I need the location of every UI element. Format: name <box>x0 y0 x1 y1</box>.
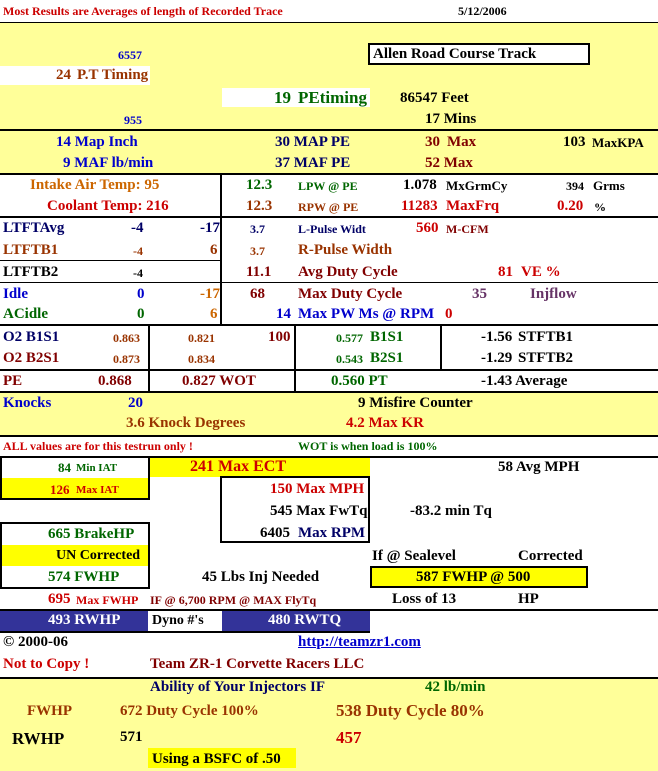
rule <box>0 435 658 437</box>
rwhp-inj-label: RWHP <box>12 729 65 748</box>
ltftavg-label: LTFTAvg <box>3 220 65 236</box>
pe-value: 0.868 <box>98 373 132 389</box>
rule <box>294 324 296 392</box>
rule <box>0 129 658 131</box>
max-fwtq: 545 Max FwTq <box>270 503 368 519</box>
wot-note: WOT is when load is 100% <box>298 439 438 453</box>
lbs-inj-needed: 45 Lbs Inj Needed <box>202 569 320 585</box>
o2-b1s1-a: 0.863 <box>113 331 140 345</box>
misfire-counter: 9 Misfire Counter <box>358 395 473 411</box>
rpulse-value: 3.7 <box>250 244 265 258</box>
stftb2-label: STFTB2 <box>518 350 574 366</box>
pe-label: PE <box>3 373 23 389</box>
all-values-note: ALL values are for this testrun only ! <box>3 439 193 453</box>
injflow-label: Injflow <box>530 286 577 302</box>
duty-100: 672 Duty Cycle 100% <box>120 703 259 719</box>
rule <box>440 324 442 371</box>
rule <box>220 216 222 325</box>
mxgrmcy-label: MxGrmCy <box>446 178 508 193</box>
rule <box>0 22 658 23</box>
dyno-label: Dyno #'s <box>152 613 204 628</box>
max-kr: 4.2 Max KR <box>346 415 424 431</box>
maxkpa-value: 103 <box>563 134 586 150</box>
maf-max: 52 Max <box>425 155 473 171</box>
o2-b1s1-b: 0.821 <box>188 331 215 345</box>
stftb1-value: -1.56 <box>481 329 513 345</box>
max-rpm-value: 6405 <box>260 525 290 541</box>
rpw-label: RPW @ PE <box>298 200 359 214</box>
rpw-value: 12.3 <box>246 198 273 214</box>
maxfrq-label: MaxFrq <box>446 198 500 214</box>
rwtq: 480 RWTQ <box>268 612 342 628</box>
idle-b: -17 <box>200 286 220 302</box>
rule <box>0 260 220 261</box>
wot-value: 0.827 WOT <box>182 373 256 389</box>
max-duty-label: Max Duty Cycle <box>298 286 403 302</box>
header-note: Most Results are Averages of length of Recorded Trace <box>3 4 283 18</box>
average-value: -1.43 Average <box>481 373 568 389</box>
max-pw-rpm: 0 <box>445 306 453 322</box>
ltftavg-b: -17 <box>200 220 220 236</box>
ltftb2-label: LTFTB2 <box>3 264 59 280</box>
o2-b1s1-e: B1S1 <box>370 329 404 345</box>
corrected: Corrected <box>518 548 583 564</box>
max-fwhp-value: 695 <box>48 591 71 607</box>
lpw-label: LPW @ PE <box>298 179 358 193</box>
mcfm-value: 560 <box>416 220 439 236</box>
iat-box <box>0 456 150 500</box>
track-name: Allen Road Course Track <box>373 46 537 62</box>
acidle-a: 0 <box>137 306 145 322</box>
grms-value: 394 <box>566 179 584 193</box>
rpulse-label: R-Pulse Width <box>298 242 393 258</box>
knocks-label: Knocks <box>3 395 52 411</box>
not-to-copy: Not to Copy ! <box>3 656 90 672</box>
team-name: Team ZR-1 Corvette Racers LLC <box>150 656 365 672</box>
max-duty-value: 68 <box>250 286 265 302</box>
o2-b2s1-label: O2 B2S1 <box>3 350 60 366</box>
ltftb1-label: LTFTB1 <box>3 242 59 258</box>
uncorrected: UN Corrected <box>56 548 141 563</box>
ltftb1-b: 6 <box>210 242 218 258</box>
rule <box>0 216 658 218</box>
rule <box>220 173 222 217</box>
ltftb2-a: -4 <box>133 266 143 280</box>
maxfrq-value: 11283 <box>401 198 438 214</box>
maf-pe: 37 MAF PE <box>275 155 351 171</box>
rule <box>0 173 658 175</box>
pct-label: % <box>594 200 606 214</box>
max-pw-label: Max PW Ms @ RPM <box>298 306 435 322</box>
injector-panel <box>0 678 658 771</box>
o2-b1s1-d: 0.577 <box>336 331 363 345</box>
rwhp-inj-value: 571 <box>120 729 143 745</box>
value-955: 955 <box>124 113 142 127</box>
mins: 17 Mins <box>425 111 477 127</box>
knocks-value: 20 <box>128 395 143 411</box>
max-mph: 150 Max MPH <box>270 481 365 497</box>
max-iat-label: Max IAT <box>76 484 119 496</box>
o2-b2s1-e: B2S1 <box>370 350 404 366</box>
rwhp: 493 RWHP <box>48 612 121 628</box>
lpw-value: 12.3 <box>246 177 273 193</box>
max-ect: 241 Max ECT <box>190 458 286 475</box>
copyright: © 2000-06 <box>3 634 68 650</box>
petiming-label: PEtiming <box>298 88 367 107</box>
rule <box>222 282 658 283</box>
max-fwhp-label: Max FWHP <box>76 593 139 607</box>
rule <box>0 677 658 679</box>
knock-panel <box>0 392 658 436</box>
fwhp-inj-label: FWHP <box>27 703 72 719</box>
map-pe: 30 MAP PE <box>275 134 350 150</box>
ve-value: 81 <box>498 264 513 280</box>
rule <box>0 609 658 611</box>
o2-b2s1-a: 0.873 <box>113 352 140 366</box>
map-max-value: 30 <box>425 134 440 150</box>
rule <box>0 631 370 633</box>
maf: 9 MAF lb/min <box>63 155 154 171</box>
min-tq: -83.2 min Tq <box>410 503 492 519</box>
avg-mph: 58 Avg MPH <box>498 459 580 475</box>
idle-label: Idle <box>3 286 29 302</box>
mcfm-label: M-CFM <box>446 222 489 236</box>
ltftavg-a: -4 <box>131 220 144 236</box>
ltftb1-a: -4 <box>133 244 143 258</box>
lb-min: 42 lb/min <box>425 679 486 695</box>
rule <box>0 282 220 283</box>
pct-value: 0.20 <box>557 198 584 214</box>
intake-air-temp: Intake Air Temp: 95 <box>30 177 160 193</box>
max-rpm-label: Max RPM <box>298 525 366 541</box>
rule <box>0 324 658 326</box>
hp-label: HP <box>518 591 539 607</box>
pt-timing-label: P.T Timing <box>77 67 149 83</box>
avg-duty-value: 11.1 <box>246 264 272 280</box>
mxgrmcy-value: 1.078 <box>403 177 437 193</box>
header-date: 5/12/2006 <box>458 4 507 18</box>
rule <box>0 369 658 371</box>
team-link[interactable]: http://teamzr1.com <box>298 634 421 650</box>
sealevel: If @ Sealevel <box>372 548 456 564</box>
map-max-label: Max <box>447 134 477 150</box>
coolant-temp: Coolant Temp: 216 <box>47 198 169 214</box>
grms-label: Grms <box>593 178 625 193</box>
map-inch: 14 Map Inch <box>56 134 138 150</box>
stftb1-label: STFTB1 <box>518 329 574 345</box>
ve-label: VE % <box>521 264 561 280</box>
value-6557: 6557 <box>118 48 142 62</box>
lpulse-label: L-Pulse Widt <box>298 222 366 236</box>
pt-value: 0.560 PT <box>331 373 388 389</box>
o2-b2s1-d: 0.543 <box>336 352 363 366</box>
duty-80: 538 Duty Cycle 80% <box>336 701 485 720</box>
idle-a: 0 <box>137 286 145 302</box>
o2-b1s1-label: O2 B1S1 <box>3 329 60 345</box>
petiming-value: 19 <box>274 88 291 107</box>
injflow-value: 35 <box>472 286 487 302</box>
max-pw-value: 14 <box>276 306 291 322</box>
fwhp: 574 FWHP <box>48 569 120 585</box>
min-iat-label: Min IAT <box>76 462 118 474</box>
o2-b1s1-c: 100 <box>268 329 291 345</box>
brakehp: 665 BrakeHP <box>48 526 135 542</box>
acidle-b: 6 <box>210 306 218 322</box>
avg-duty-label: Avg Duty Cycle <box>298 264 398 280</box>
injector-ability: Ability of Your Injectors IF <box>150 679 325 695</box>
acidle-label: ACidle <box>3 306 48 322</box>
maxkpa-label: MaxKPA <box>592 135 644 150</box>
o2-b2s1-b: 0.834 <box>188 352 215 366</box>
min-iat-value: 84 <box>58 460 71 475</box>
bsfc-note: Using a BSFC of .50 <box>152 751 281 767</box>
rule <box>0 391 658 393</box>
stftb2-value: -1.29 <box>481 350 513 366</box>
loss: Loss of 13 <box>392 591 457 607</box>
rule <box>148 324 150 392</box>
feet: 86547 Feet <box>400 90 469 106</box>
pt-timing-value: 24 <box>56 67 71 83</box>
rwhp-80: 457 <box>336 728 362 747</box>
if-rpm-note: IF @ 6,700 RPM @ MAX FlyTq <box>150 593 317 607</box>
max-iat-value: 126 <box>50 482 70 497</box>
knock-degrees: 3.6 Knock Degrees <box>126 415 246 431</box>
fwhp-sealevel: 587 FWHP @ 500 <box>416 569 531 585</box>
lpulse-value: 3.7 <box>250 222 265 236</box>
